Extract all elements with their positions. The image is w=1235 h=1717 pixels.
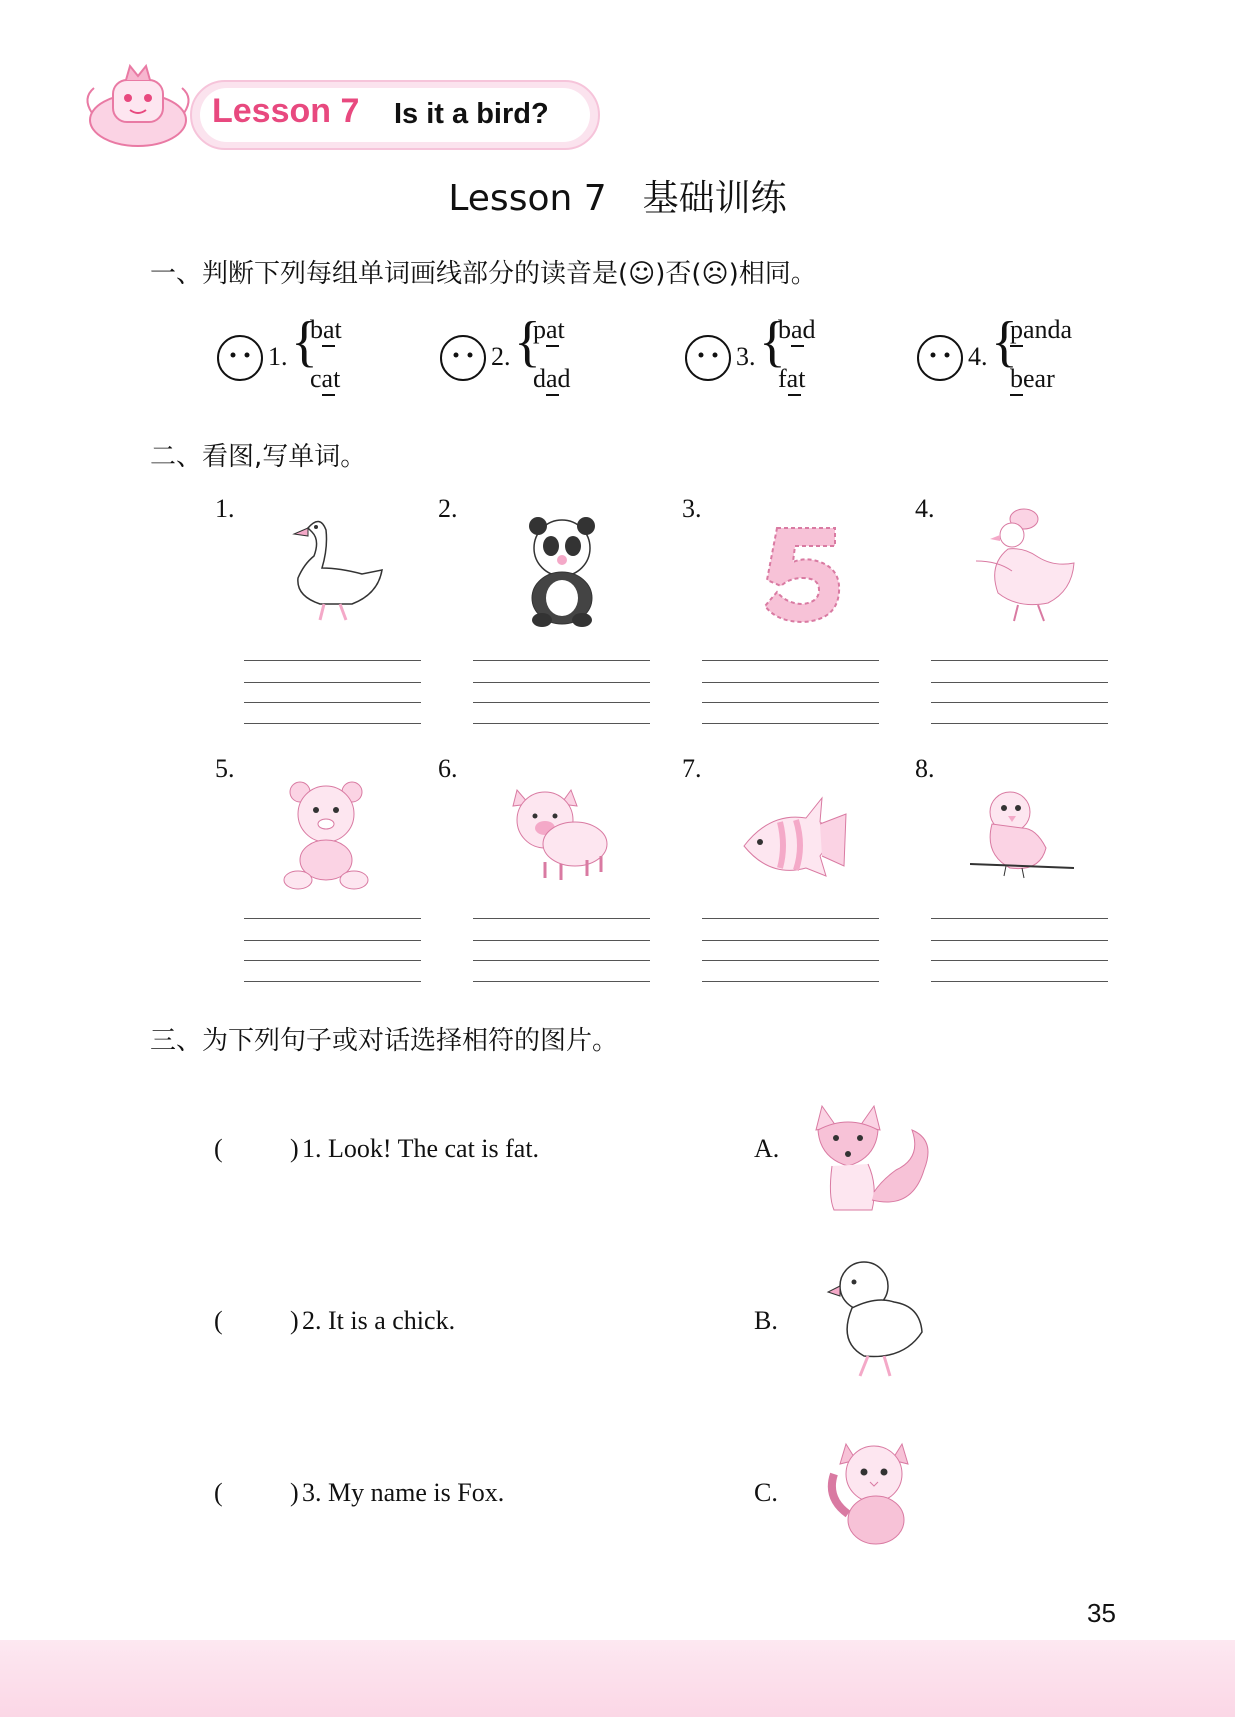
writing-line <box>473 981 650 982</box>
writing-line <box>473 918 650 919</box>
underline <box>788 394 801 396</box>
cat-icon <box>826 1434 924 1548</box>
brace-icon: { <box>991 311 1018 373</box>
word-b: dad <box>533 364 571 393</box>
answer-paren-close: ) <box>290 1306 299 1335</box>
underline <box>322 345 335 347</box>
underline <box>1010 345 1023 347</box>
panda-icon <box>522 512 602 630</box>
writing-line <box>473 960 650 961</box>
writing-line <box>244 723 421 724</box>
underline <box>1010 394 1023 396</box>
picture-number: 6. <box>438 754 458 783</box>
option-letter: A. <box>754 1134 780 1163</box>
brace-icon: { <box>759 311 786 373</box>
writing-line <box>931 702 1108 703</box>
page-title: Lesson 7 基础训练 <box>448 178 787 219</box>
picture-number: 1. <box>215 494 235 523</box>
writing-line <box>931 940 1108 941</box>
sentence-text: 3. My name is Fox. <box>302 1478 505 1507</box>
item-number: 4. <box>968 342 988 371</box>
item-number: 2. <box>491 342 511 371</box>
writing-line <box>473 723 650 724</box>
word-a: panda <box>1010 315 1073 344</box>
footer-band <box>0 1640 1235 1717</box>
item-number: 1. <box>268 342 288 371</box>
writing-line <box>931 918 1108 919</box>
answer-paren-open[interactable]: ( <box>214 1306 223 1335</box>
writing-line <box>473 702 650 703</box>
writing-line <box>473 660 650 661</box>
writing-line <box>931 660 1108 661</box>
answer-face-2[interactable] <box>439 334 487 382</box>
word-b: bear <box>1010 364 1055 393</box>
item-number: 3. <box>736 342 756 371</box>
section-3-heading: 三、为下列句子或对话选择相符的图片。 <box>150 1026 619 1056</box>
section-2-heading: 二、看图,写单词。 <box>150 442 367 472</box>
answer-paren-close: ) <box>290 1478 299 1507</box>
underline <box>322 394 335 396</box>
writing-line <box>931 981 1108 982</box>
answer-face-3[interactable] <box>684 334 732 382</box>
section-1-heading: 一、判断下列每组单词画线部分的读音是(☺)否(☹)相同。 <box>150 259 817 289</box>
bear-icon <box>280 778 372 893</box>
writing-line <box>244 981 421 982</box>
option-letter: C. <box>754 1478 778 1507</box>
duck-icon <box>968 505 1078 625</box>
answer-paren-close: ) <box>290 1134 299 1163</box>
goose-icon <box>280 508 390 626</box>
mascot-icon <box>78 58 198 153</box>
writing-line <box>702 960 879 961</box>
answer-face-1[interactable] <box>216 334 264 382</box>
lesson-label: Lesson 7 <box>212 92 360 130</box>
writing-line <box>244 960 421 961</box>
page-number: 35 <box>1087 1598 1116 1628</box>
writing-line <box>473 682 650 683</box>
sentence-text: 1. Look! The cat is fat. <box>302 1134 540 1163</box>
writing-line <box>702 682 879 683</box>
writing-line <box>244 682 421 683</box>
fox-icon <box>812 1100 940 1216</box>
chick-icon <box>824 1256 928 1380</box>
underline <box>546 394 559 396</box>
word-a: pat <box>533 315 565 344</box>
word-b: fat <box>778 364 806 393</box>
writing-line <box>931 682 1108 683</box>
writing-line <box>244 918 421 919</box>
writing-line <box>931 960 1108 961</box>
writing-line <box>473 940 650 941</box>
writing-line <box>931 723 1108 724</box>
brace-icon: { <box>514 311 541 373</box>
writing-line <box>702 660 879 661</box>
word-a: bat <box>310 315 342 344</box>
writing-line <box>702 723 879 724</box>
underline <box>791 345 804 347</box>
word-b: cat <box>310 364 341 393</box>
writing-line <box>702 702 879 703</box>
writing-line <box>244 702 421 703</box>
picture-number: 7. <box>682 754 702 783</box>
picture-number: 5. <box>215 754 235 783</box>
bird-icon <box>970 784 1074 884</box>
fish-icon <box>740 792 848 878</box>
word-a: bad <box>778 315 816 344</box>
picture-number: 8. <box>915 754 935 783</box>
picture-number: 2. <box>438 494 458 523</box>
answer-paren-open[interactable]: ( <box>214 1134 223 1163</box>
writing-line <box>702 918 879 919</box>
writing-line <box>702 940 879 941</box>
lesson-question: Is it a bird? <box>394 98 549 130</box>
answer-face-4[interactable] <box>916 334 964 382</box>
number-five-icon <box>757 520 845 626</box>
picture-number: 4. <box>915 494 935 523</box>
sentence-text: 2. It is a chick. <box>302 1306 456 1335</box>
writing-line <box>244 940 421 941</box>
answer-paren-open[interactable]: ( <box>214 1478 223 1507</box>
writing-line <box>702 981 879 982</box>
underline <box>546 345 559 347</box>
pig-icon <box>505 780 613 886</box>
picture-number: 3. <box>682 494 702 523</box>
brace-icon: { <box>291 311 318 373</box>
option-letter: B. <box>754 1306 778 1335</box>
writing-line <box>244 660 421 661</box>
